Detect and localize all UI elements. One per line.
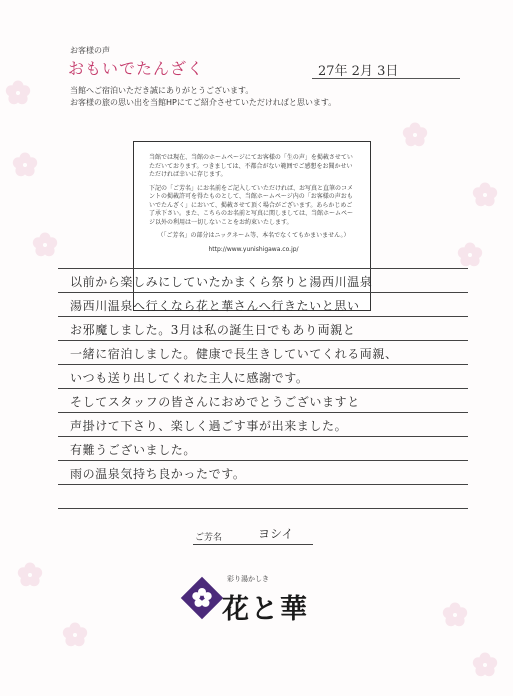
notice-paragraph: 当館では現在、当館のホームページにてお客様の「生の声」を掲載させていただいております。つきましては、不都合がない範囲でご感想をお聞かせいただければ幸いに存じます。 — [149, 154, 353, 178]
intro-line: 当館へご宿泊いただき誠にありがとうございます。 — [70, 86, 254, 95]
handwritten-line: 雨の温泉気持ち良かったです。 — [70, 467, 246, 481]
visit-date: 27年 2月 3日 — [318, 64, 399, 79]
handwritten-line: お邪魔しました。3月は私の誕生日でもあり両親と — [70, 323, 356, 337]
ruled-line — [58, 436, 468, 437]
ruled-line — [58, 340, 468, 341]
handwritten-line: いつも送り出してくれた主人に感謝です。 — [70, 371, 309, 385]
handwritten-line: 声掛けて下さり、楽しく過ごす事が出来ました。 — [70, 419, 348, 433]
sakura-blossom-icon — [440, 600, 470, 630]
signature-value: ヨシイ — [258, 527, 294, 541]
sakura-blossom-icon — [30, 230, 60, 260]
page-title: おもいでたんざく — [68, 59, 205, 78]
signature-label: ご芳名 — [195, 533, 223, 543]
logo-name: 花と華 — [222, 594, 309, 625]
handwritten-line: 以前から楽しみにしていたかまくら祭りと湯西川温泉 — [70, 275, 373, 289]
ruled-line — [58, 508, 468, 509]
intro-text — [70, 85, 336, 109]
intro-line: お客様の旅の思い出を当館HPにてご紹介させていただければと思います。 — [70, 98, 337, 107]
sakura-blossom-icon — [60, 620, 90, 650]
logo-tagline: 彩り湯かしき — [227, 575, 269, 583]
sakura-blossom-icon — [3, 78, 33, 108]
ruled-line — [58, 364, 468, 365]
notice-footnote: （「ご芳名」の部分はニックネーム等、本名でなくてもかまいません。） — [157, 232, 350, 239]
sakura-blossom-icon — [10, 150, 40, 180]
ruled-line — [58, 268, 468, 269]
notice-paragraph: 下記の「ご芳名」にお名前をご記入していただければ、お写真と直筆のコメントの掲載許可を得たものとして、当館ホームページ内の「お客様の声おもいでたんざく」において、掲載させて頂く場合がございます。あらかじめご了承下さい。また、こちらのお名前と写真に関しましては、当館ホームページ以外の利用は一切しないことをお約束いたします。 — [149, 184, 354, 226]
hotel-url: http://www.yunishigawa.co.jp/ — [208, 245, 299, 253]
ruled-line — [58, 412, 468, 413]
sakura-blossom-icon — [400, 120, 430, 150]
handwritten-line: そしてスタッフの皆さんにおめでとうございますと — [70, 395, 360, 409]
date-underline — [312, 78, 460, 79]
signature-underline — [193, 544, 313, 545]
sakura-blossom-icon — [470, 180, 500, 210]
section-kicker: お客様の声 — [70, 46, 110, 55]
sakura-blossom-icon — [455, 240, 485, 270]
handwritten-line: 有難うございました。 — [70, 443, 197, 457]
handwritten-line: 一緒に宿泊しました。健康で長生きしていてくれる両親、 — [70, 347, 398, 361]
ruled-line — [58, 388, 468, 389]
ruled-line — [58, 292, 468, 293]
sakura-blossom-icon — [470, 650, 500, 680]
ruled-line — [58, 316, 468, 317]
handwritten-line: 湯西川温泉へ行くなら花と華さんへ行きたいと思い — [70, 299, 360, 313]
sakura-blossom-icon — [15, 560, 45, 590]
ruled-line — [58, 484, 468, 485]
ruled-line — [58, 460, 468, 461]
